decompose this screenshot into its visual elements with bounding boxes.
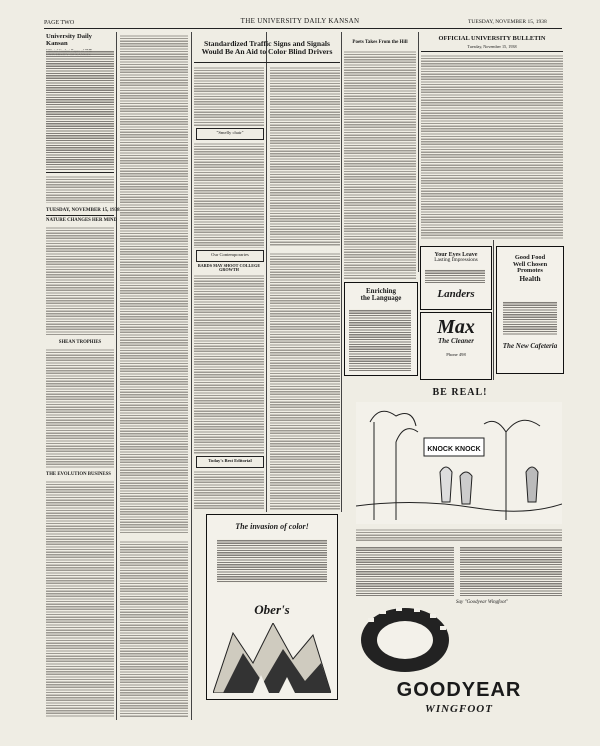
eyes-ad-line-2: Lasting Impressions — [434, 257, 478, 264]
traffic-body-e — [270, 252, 340, 510]
left-article-3-body — [46, 480, 114, 718]
poets-heading: Poets Takes From the Hill — [352, 40, 408, 45]
max-logo-sub: The Cleaner — [438, 337, 474, 345]
traffic-headline — [194, 40, 340, 56]
traffic-body-f — [194, 470, 264, 510]
enriching-ad-line-2: the Language — [360, 294, 402, 303]
column-rule — [266, 32, 267, 512]
obers-ad — [206, 514, 338, 700]
smelly-chair-label: "Smelly chair" — [216, 130, 244, 135]
bulletin-subtitle: Tuesday, November 15, 1938 — [467, 44, 517, 49]
goodyear-headline: BE REAL! — [432, 387, 488, 398]
poets-body — [344, 50, 416, 280]
cafeteria-name: The New Cafeteria — [502, 342, 558, 350]
left-article-2-body — [46, 348, 114, 468]
editorial-date: TUESDAY, NOVEMBER 15, 1938 — [46, 208, 120, 213]
max-phone: Phone 498 — [446, 352, 466, 358]
cafeteria-line-3: Promotes — [517, 267, 543, 275]
eyes-ad-line-1: Your Eyes Leave — [434, 252, 478, 258]
cartoon-illustration — [356, 402, 562, 524]
divider — [46, 172, 114, 173]
cafeteria-line-1: Good Food — [514, 254, 546, 261]
left-article-1-body — [46, 226, 114, 336]
left-headline-3: THE EVOLUTION BUSINESS — [46, 472, 111, 477]
enriching-ad-body — [349, 309, 411, 371]
left-headline-1: NATURE CHANGES HER MIND — [46, 218, 117, 223]
bulletin-title: OFFICIAL UNIVERSITY BULLETIN — [438, 35, 546, 42]
column-rule — [191, 32, 192, 720]
contemporaries-box — [196, 250, 264, 262]
max-logo: Max — [437, 316, 475, 338]
todays-editorial-box — [196, 456, 264, 468]
eyes-ad-body — [425, 269, 485, 283]
column-2-body-lower — [120, 540, 188, 718]
column-2-body — [120, 34, 188, 534]
divider — [46, 215, 114, 216]
left-headline-2: SHEAN TROPHIES — [58, 340, 102, 345]
column-rule — [116, 32, 117, 720]
tire-illustration — [356, 600, 454, 680]
traffic-body-b — [270, 66, 340, 246]
obers-ad-body — [217, 539, 327, 583]
max-cleaner-ad — [420, 312, 492, 380]
traffic-headline-line-2: Would Be An Aid to Color Blind Drivers — [201, 46, 333, 56]
goodyear-tire — [356, 600, 454, 680]
landers-logo: Landers — [437, 288, 475, 300]
smelly-chair-box — [196, 128, 264, 140]
traffic-body-d — [194, 274, 264, 454]
column-rule — [341, 32, 342, 512]
staff-list — [46, 50, 114, 170]
bards-headline: BARDS MAY SHOOT COLLEGE GROWTH — [197, 263, 261, 273]
goodyear-closing: Say "Goodyear Wingfoot" — [456, 600, 508, 605]
page-label: PAGE TWO — [44, 20, 75, 26]
bulletin-body — [421, 54, 563, 239]
traffic-headline-line-1: Standardized Traffic Signs and Signals — [204, 39, 330, 48]
divider — [194, 62, 340, 63]
column-rule — [418, 32, 419, 272]
obers-ad-title: The invasion of color! — [235, 522, 309, 531]
obers-illustration — [213, 623, 331, 693]
cafeteria-body — [503, 301, 557, 335]
cafeteria-ad — [496, 246, 564, 374]
traffic-body-a — [194, 66, 264, 126]
goodyear-logo: GOODYEAR — [396, 679, 522, 701]
obers-logo: Ober's — [254, 602, 290, 617]
goodyear-copy-left — [356, 546, 454, 596]
wingfoot-logo: WINGFOOT — [425, 703, 493, 715]
goodyear-caption — [356, 528, 562, 542]
knock-knock-label: KNOCK KNOCK — [427, 446, 481, 453]
masthead-title: University Daily Kansan — [46, 33, 92, 47]
enriching-ad-line-1: Enriching — [366, 287, 396, 295]
divider — [421, 51, 563, 52]
paper-name: THE UNIVERSITY DAILY KANSAN — [240, 17, 360, 25]
eyes-ad — [420, 246, 492, 310]
todays-editorial-label: Today's Best Editorial — [208, 458, 252, 463]
enriching-language-ad — [344, 282, 418, 376]
masthead-notice — [46, 175, 114, 203]
header-rule — [44, 28, 562, 29]
contemporaries-label: Our Contemporaries — [211, 252, 249, 257]
cafeteria-line-2: Well Chosen — [512, 260, 548, 268]
goodyear-copy-right — [460, 546, 562, 596]
traffic-body-c — [194, 142, 264, 248]
goodyear-cartoon — [356, 402, 562, 524]
column-rule — [493, 240, 494, 380]
header-date: TUESDAY, NOVEMBER 15, 1938 — [468, 19, 547, 25]
cafeteria-line-4: Health — [519, 274, 541, 284]
